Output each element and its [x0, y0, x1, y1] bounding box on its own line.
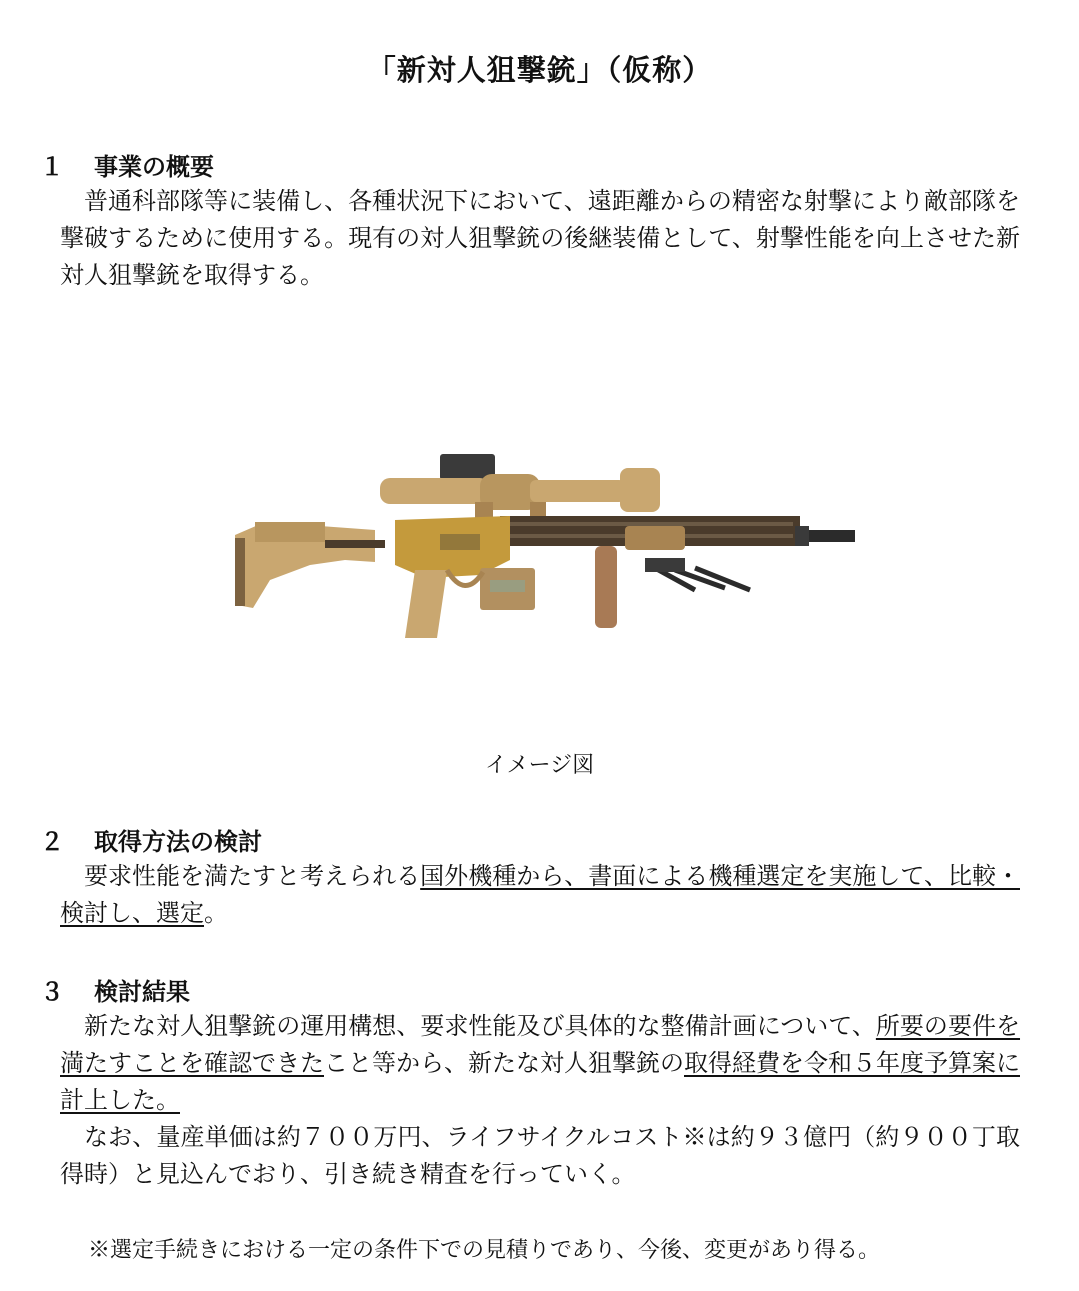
footnote: ※選定手続きにおける一定の条件下での見積りであり、今後、変更があり得る。 [88, 1238, 881, 1263]
section-3-body [60, 1008, 1020, 1119]
section-3-text-2: こと等から、新たな対人狙撃銃の [324, 1049, 684, 1077]
section-3-number: ３ [40, 978, 64, 1006]
section-2-text: 要求性能を満たすと考えられる [84, 862, 421, 890]
sniper-rifle-image [225, 440, 865, 650]
section-2-body [60, 858, 1020, 932]
scope-icon [380, 454, 660, 522]
section-2-period: 。 [204, 899, 228, 927]
section-1-title: 事業の概要 [94, 153, 214, 181]
section-3-underlined-1: 所要の要件を満たすことを確認できた [60, 1012, 1021, 1077]
section-3-underlined-2: 取得経費を令和５年度予算案に計上した。 [60, 1049, 1020, 1114]
section-3-body-2: なお、量産単価は約７００万円、ライフサイクルコスト※は約９３億円（約９００丁取得時）と見込んでおり、引き続き精査を行っていく。 [60, 1123, 1020, 1188]
section-3-title: 検討結果 [94, 978, 190, 1006]
section-1-heading [40, 147, 214, 182]
image-caption: イメージ図 [484, 753, 595, 778]
section-1-number: １ [40, 153, 64, 181]
section-2-title: 取得方法の検討 [94, 828, 262, 856]
section-3-text-1: 新たな対人狙撃銃の運用構想、要求性能及び具体的な整備計画について、 [84, 1012, 876, 1040]
document-title: 「新対人狙撃銃」（仮称） [366, 53, 713, 87]
section-1-body: 普通科部隊等に装備し、各種状況下において、遠距離からの精密な射撃により敵部隊を撃破するために使用する。現有の対人狙撃銃の後継装備として、射撃性能を向上させた新対人狙撃銃を取得する。 [60, 187, 1020, 289]
section-2-heading [40, 822, 262, 857]
section-2-underlined-text: 国外機種から、書面による機種選定を実施して、比較・検討し、選定 [60, 862, 1020, 927]
section-2-number: ２ [40, 828, 64, 856]
section-3-heading [40, 972, 190, 1007]
